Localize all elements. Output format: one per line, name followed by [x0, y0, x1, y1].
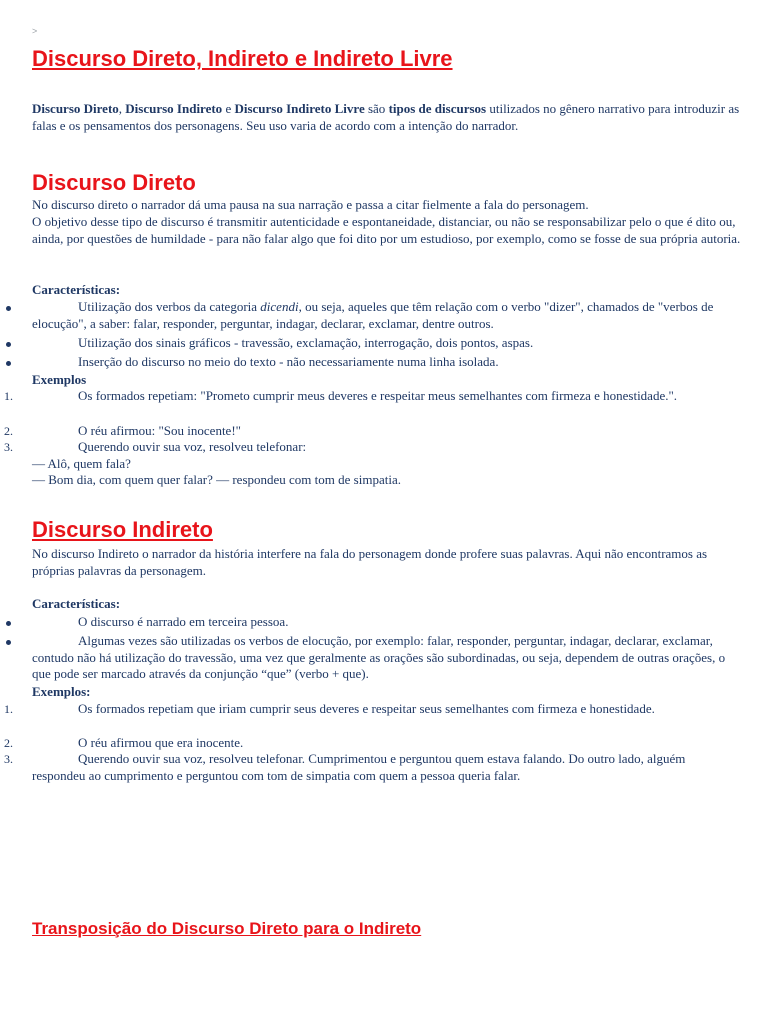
- list-number: 1.: [4, 389, 13, 403]
- bullet-icon: [6, 621, 11, 626]
- direto-caracteristica-1: [32, 299, 742, 332]
- section-heading-transposicao: Transposição do Discurso Direto para o Indireto: [32, 919, 422, 938]
- indireto-exemplo-3: [32, 751, 742, 784]
- direto-dialogo-2: — Bom dia, com quem quer falar? — respondeu com tom de simpatia.: [32, 472, 401, 487]
- list-text: O réu afirmou que era inocente.: [78, 735, 244, 750]
- intro-paragraph: [32, 101, 742, 134]
- bullet-icon: [6, 342, 11, 347]
- list-number: 3.: [4, 440, 13, 454]
- page-title: Discurso Direto, Indireto e Indireto Livre: [32, 46, 453, 71]
- list-text: Algumas vezes são utilizadas os verbos de elocução, por exemplo: falar, responder, perguntar, indagar, declarar, exclamar, contudo não há utilização do travessão, uma vez que geralmente as orações são subordinadas, ou seja, dependem de outras orações, o que pode ser marcado através da conjunção “que” (verbo + que).: [32, 633, 726, 682]
- list-text: Inserção do discurso no meio do texto - não necessariamente numa linha isolada.: [78, 354, 499, 369]
- list-number: 3.: [4, 752, 13, 766]
- list-number: 2.: [4, 736, 13, 750]
- bullet-icon: [6, 361, 11, 366]
- intro-text: são: [364, 101, 389, 116]
- direto-caracteristica-3: [32, 354, 742, 371]
- list-text: Utilização dos sinais gráficos - travessão, exclamação, interrogação, dois pontos, aspas.: [78, 335, 534, 350]
- direto-paragraph-1: No discurso direto o narrador dá uma pausa na sua narração e passa a citar fielmente a fala do personagem.: [32, 197, 589, 212]
- direto-exemplo-2: [32, 423, 742, 440]
- direto-exemplo-3: [32, 439, 742, 456]
- list-text: Querendo ouvir sua voz, resolveu telefonar:: [78, 439, 307, 454]
- intro-term-livre: Discurso Indireto Livre: [234, 101, 365, 116]
- list-text: Os formados repetiam que iriam cumprir seus deveres e respeitar seus semelhantes com firmeza e honestidade.: [78, 701, 655, 716]
- intro-term-direto: Discurso Direto: [32, 101, 119, 116]
- list-text: Utilização dos verbos da categoria: [78, 299, 261, 314]
- list-text: O réu afirmou: "Sou inocente!": [78, 423, 241, 438]
- section-heading-indireto: Discurso Indireto: [32, 517, 213, 542]
- intro-sep: ,: [118, 101, 126, 116]
- intro-text: utilizados no gênero narrativo para introduzir as falas e os pensamentos dos personagens. Seu uso varia de acordo com a intenção do narrador.: [32, 101, 740, 133]
- bullet-icon: [6, 306, 11, 311]
- breadcrumb[interactable]: >: [32, 26, 38, 36]
- indireto-exemplo-1: [32, 701, 742, 718]
- direto-exemplo-1: [32, 388, 742, 405]
- intro-term-tipos: tipos de discursos: [388, 101, 487, 116]
- section-heading-direto: Discurso Direto: [32, 170, 196, 195]
- list-number: 1.: [4, 702, 13, 716]
- indireto-caracteristica-1: [32, 614, 742, 631]
- direto-caracteristicas-label: Características:: [32, 282, 121, 297]
- list-text: , ou seja, aqueles que têm relação com o verbo "dizer", chamados de "verbos de elocução", a saber: falar, responder, perguntar, indagar, declarar, exclamar, dentre outros.: [32, 299, 714, 331]
- direto-paragraph-2: O objetivo desse tipo de discurso é transmitir autenticidade e espontaneidade, distanciar, ou não se responsabilizar pelo o que é dito ou, ainda, por questões de humildade - para não falar algo que foi dito por um estudioso, por exemplo, como se fosse de sua própria autoria.: [32, 214, 741, 246]
- list-text: Querendo ouvir sua voz, resolveu telefonar. Cumprimentou e perguntou quem estava falando. Do outro lado, alguém respondeu ao cumprimento e perguntou com tom de simpatia com quem a pessoa queria falar.: [32, 751, 686, 783]
- bullet-icon: [6, 640, 11, 645]
- indireto-caracteristicas-label: Características:: [32, 596, 121, 611]
- list-text: Os formados repetiam: "Prometo cumprir meus deveres e respeitar meus semelhantes com firmeza e honestidade.".: [78, 388, 678, 403]
- list-number: 2.: [4, 424, 13, 438]
- intro-term-indireto: Discurso Indireto: [125, 101, 223, 116]
- indireto-exemplos-label: Exemplos:: [32, 684, 91, 699]
- list-text: O discurso é narrado em terceira pessoa.: [78, 614, 289, 629]
- indireto-paragraph-1: No discurso Indireto o narrador da história interfere na fala do personagem donde profere suas palavras. Aqui não encontramos as próprias palavras da personagem.: [32, 546, 708, 578]
- direto-dialogo-1: — Alô, quem fala?: [32, 456, 131, 471]
- direto-caracteristica-2: [32, 335, 742, 352]
- indireto-exemplo-2: [32, 735, 742, 752]
- intro-sep: e: [222, 101, 235, 116]
- list-text-italic: dicendi: [260, 299, 299, 314]
- indireto-caracteristica-2: [32, 633, 742, 683]
- direto-exemplos-label: Exemplos: [32, 372, 87, 387]
